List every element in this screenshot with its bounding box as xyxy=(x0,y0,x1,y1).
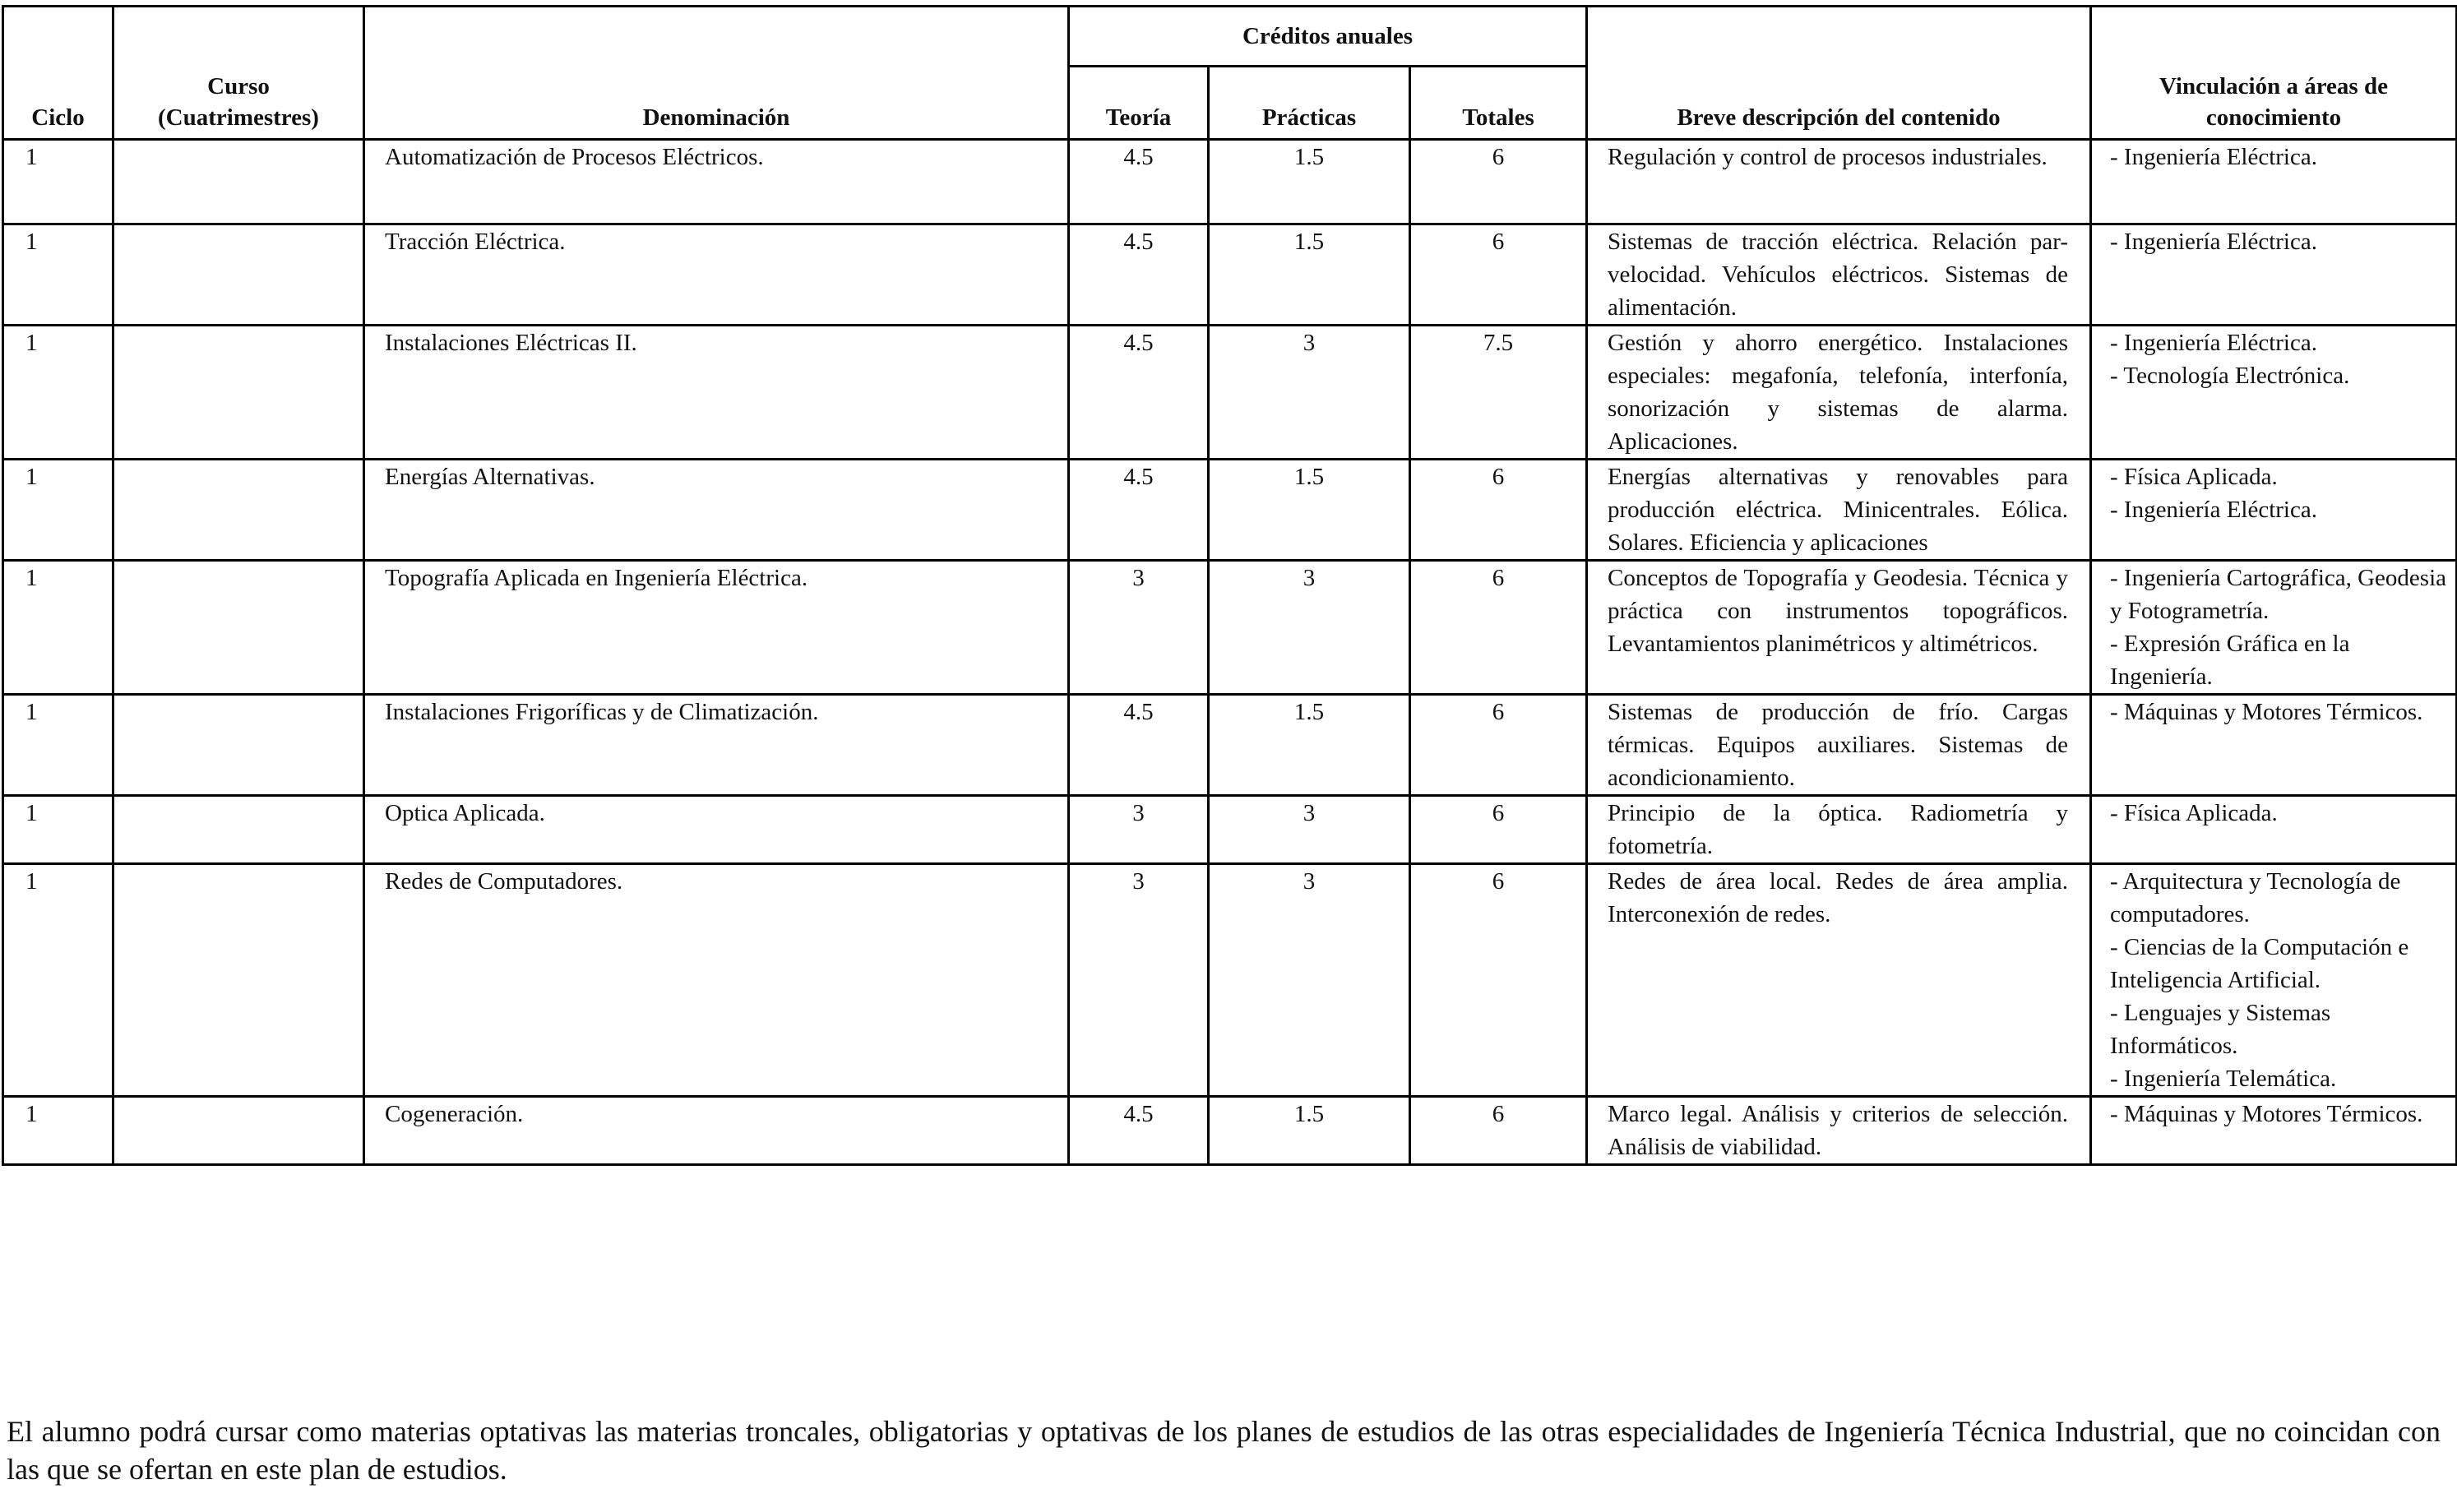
table-row xyxy=(3,224,2457,326)
table-row xyxy=(3,864,2457,1097)
table-row xyxy=(3,1097,2457,1165)
cell-denominacion: Tracción Eléctrica. xyxy=(364,224,1069,326)
cell-totales: 6 xyxy=(1410,561,1587,695)
cell-practicas: 1.5 xyxy=(1209,224,1410,326)
cell-descripcion xyxy=(1587,695,2091,796)
cell-ciclo: 1 xyxy=(3,140,113,224)
header-curso: Curso (Cuatrimestres) xyxy=(113,7,364,140)
descripcion-text: Gestión y ahorro energético. Instalaciones especiales: megafonía, telefonía, interfonía, sonorización y sistemas de alarma. Aplicaciones. xyxy=(1608,330,2068,455)
cell-curso xyxy=(113,561,364,695)
area-item: - Ingeniería Eléctrica. xyxy=(2110,330,2317,356)
cell-ciclo: 1 xyxy=(3,864,113,1097)
cell-vinculacion xyxy=(2091,326,2457,460)
cell-ciclo: 1 xyxy=(3,326,113,460)
header-denominacion: Denominación xyxy=(364,7,1069,140)
cell-totales: 6 xyxy=(1410,1097,1587,1165)
cell-teoria: 3 xyxy=(1069,864,1209,1097)
cell-ciclo: 1 xyxy=(3,695,113,796)
cell-descripcion xyxy=(1587,864,2091,1097)
cell-denominacion: Energías Alternativas. xyxy=(364,460,1069,561)
header-teoria: Teoría xyxy=(1069,67,1209,140)
area-item: - Arquitectura y Tecnología de computadores. xyxy=(2110,868,2401,927)
area-item: - Máquinas y Motores Térmicos. xyxy=(2110,699,2423,725)
cell-vinculacion xyxy=(2091,695,2457,796)
header-practicas: Prácticas xyxy=(1209,67,1410,140)
cell-totales: 6 xyxy=(1410,460,1587,561)
cell-curso xyxy=(113,224,364,326)
header-ciclo: Ciclo xyxy=(3,7,113,140)
cell-vinculacion xyxy=(2091,796,2457,864)
cell-totales: 6 xyxy=(1410,140,1587,224)
cell-teoria: 4.5 xyxy=(1069,460,1209,561)
cell-practicas: 3 xyxy=(1209,326,1410,460)
footnote-paragraph: El alumno podrá cursar como materias optativas las materias troncales, obligatorias y optativas de los planes de estudios de las otras especialidades de Ingeniería Técnica Industrial, que no coincidan con las que se ofertan en este plan de estudios. xyxy=(7,1415,2441,1486)
cell-practicas: 3 xyxy=(1209,561,1410,695)
descripcion-text: Sistemas de producción de frío. Cargas térmicas. Equipos auxiliares. Sistemas de acondicionamiento. xyxy=(1608,699,2068,791)
table-row xyxy=(3,326,2457,460)
descripcion-text: Principio de la óptica. Radiometría y fotometría. xyxy=(1608,800,2068,859)
cell-ciclo: 1 xyxy=(3,796,113,864)
cell-denominacion: Instalaciones Eléctricas II. xyxy=(364,326,1069,460)
cell-descripcion xyxy=(1587,326,2091,460)
area-item: - Lenguajes y Sistemas Informáticos. xyxy=(2110,1000,2331,1059)
area-item: - Ingeniería Eléctrica. xyxy=(2110,497,2317,523)
cell-denominacion: Redes de Computadores. xyxy=(364,864,1069,1097)
cell-curso xyxy=(113,864,364,1097)
cell-denominacion: Instalaciones Frigoríficas y de Climatización. xyxy=(364,695,1069,796)
cell-totales: 6 xyxy=(1410,695,1587,796)
area-item: - Expresión Gráfica en la Ingeniería. xyxy=(2110,631,2350,690)
cell-ciclo: 1 xyxy=(3,460,113,561)
area-item: - Tecnología Electrónica. xyxy=(2110,363,2350,389)
cell-curso xyxy=(113,796,364,864)
cell-teoria: 4.5 xyxy=(1069,224,1209,326)
optativas-table xyxy=(2,5,2457,1166)
cell-teoria: 4.5 xyxy=(1069,140,1209,224)
header-totales: Totales xyxy=(1410,67,1587,140)
area-item: - Ciencias de la Computación e Inteligencia Artificial. xyxy=(2110,934,2409,993)
header-descripcion: Breve descripción del contenido xyxy=(1587,7,2091,140)
cell-curso xyxy=(113,326,364,460)
cell-ciclo: 1 xyxy=(3,224,113,326)
cell-curso xyxy=(113,695,364,796)
header-row-top xyxy=(3,7,2457,67)
cell-denominacion: Cogeneración. xyxy=(364,1097,1069,1165)
cell-ciclo: 1 xyxy=(3,1097,113,1165)
cell-teoria: 3 xyxy=(1069,561,1209,695)
area-item: - Ingeniería Cartográfica, Geodesia y Fotogrametría. xyxy=(2110,565,2447,624)
cell-descripcion xyxy=(1587,796,2091,864)
cell-totales: 6 xyxy=(1410,864,1587,1097)
table-row xyxy=(3,796,2457,864)
header-creditos-anuales: Créditos anuales xyxy=(1069,7,1587,67)
cell-denominacion: Automatización de Procesos Eléctricos. xyxy=(364,140,1069,224)
area-item: - Física Aplicada. xyxy=(2110,464,2278,490)
descripcion-text: Sistemas de tracción eléctrica. Relación par-velocidad. Vehículos eléctricos. Sistemas de alimentación. xyxy=(1608,229,2068,321)
cell-totales: 6 xyxy=(1410,796,1587,864)
cell-teoria: 3 xyxy=(1069,796,1209,864)
cell-practicas: 1.5 xyxy=(1209,1097,1410,1165)
cell-totales: 7.5 xyxy=(1410,326,1587,460)
cell-descripcion xyxy=(1587,460,2091,561)
table-row xyxy=(3,695,2457,796)
descripcion-text: Conceptos de Topografía y Geodesia. Técnica y práctica con instrumentos topográficos. Levantamientos planimétricos y altimétricos. xyxy=(1608,565,2068,657)
cell-ciclo: 1 xyxy=(3,561,113,695)
cell-denominacion: Optica Aplicada. xyxy=(364,796,1069,864)
area-item: - Ingeniería Eléctrica. xyxy=(2110,144,2317,170)
cell-curso xyxy=(113,1097,364,1165)
cell-teoria: 4.5 xyxy=(1069,695,1209,796)
header-vinculacion: Vinculación a áreas de conocimiento xyxy=(2091,7,2457,140)
descripcion-text: Marco legal. Análisis y criterios de selección. Análisis de viabilidad. xyxy=(1608,1101,2068,1160)
cell-vinculacion xyxy=(2091,140,2457,224)
cell-descripcion xyxy=(1587,1097,2091,1165)
table-row xyxy=(3,140,2457,224)
cell-totales: 6 xyxy=(1410,224,1587,326)
cell-practicas: 1.5 xyxy=(1209,140,1410,224)
table-row xyxy=(3,460,2457,561)
cell-practicas: 1.5 xyxy=(1209,695,1410,796)
cell-curso xyxy=(113,140,364,224)
area-item: - Máquinas y Motores Térmicos. xyxy=(2110,1101,2423,1127)
cell-practicas: 3 xyxy=(1209,864,1410,1097)
cell-practicas: 3 xyxy=(1209,796,1410,864)
table-row xyxy=(3,561,2457,695)
cell-descripcion xyxy=(1587,140,2091,224)
descripcion-text: Redes de área local. Redes de área amplia. Interconexión de redes. xyxy=(1608,868,2068,927)
cell-vinculacion xyxy=(2091,460,2457,561)
cell-descripcion xyxy=(1587,561,2091,695)
cell-vinculacion xyxy=(2091,561,2457,695)
cell-descripcion xyxy=(1587,224,2091,326)
table-body xyxy=(3,140,2457,1165)
area-item: - Ingeniería Telemática. xyxy=(2110,1066,2337,1092)
area-item: - Física Aplicada. xyxy=(2110,800,2278,826)
cell-teoria: 4.5 xyxy=(1069,326,1209,460)
descripcion-text: Energías alternativas y renovables para producción eléctrica. Minicentrales. Eólica. Solares. Eficiencia y aplicaciones xyxy=(1608,464,2068,556)
cell-vinculacion xyxy=(2091,864,2457,1097)
cell-denominacion: Topografía Aplicada en Ingeniería Eléctrica. xyxy=(364,561,1069,695)
descripcion-text: Regulación y control de procesos industriales. xyxy=(1608,144,2048,170)
cell-vinculacion xyxy=(2091,224,2457,326)
cell-curso xyxy=(113,460,364,561)
cell-vinculacion xyxy=(2091,1097,2457,1165)
cell-practicas: 1.5 xyxy=(1209,460,1410,561)
area-item: - Ingeniería Eléctrica. xyxy=(2110,229,2317,255)
cell-teoria: 4.5 xyxy=(1069,1097,1209,1165)
